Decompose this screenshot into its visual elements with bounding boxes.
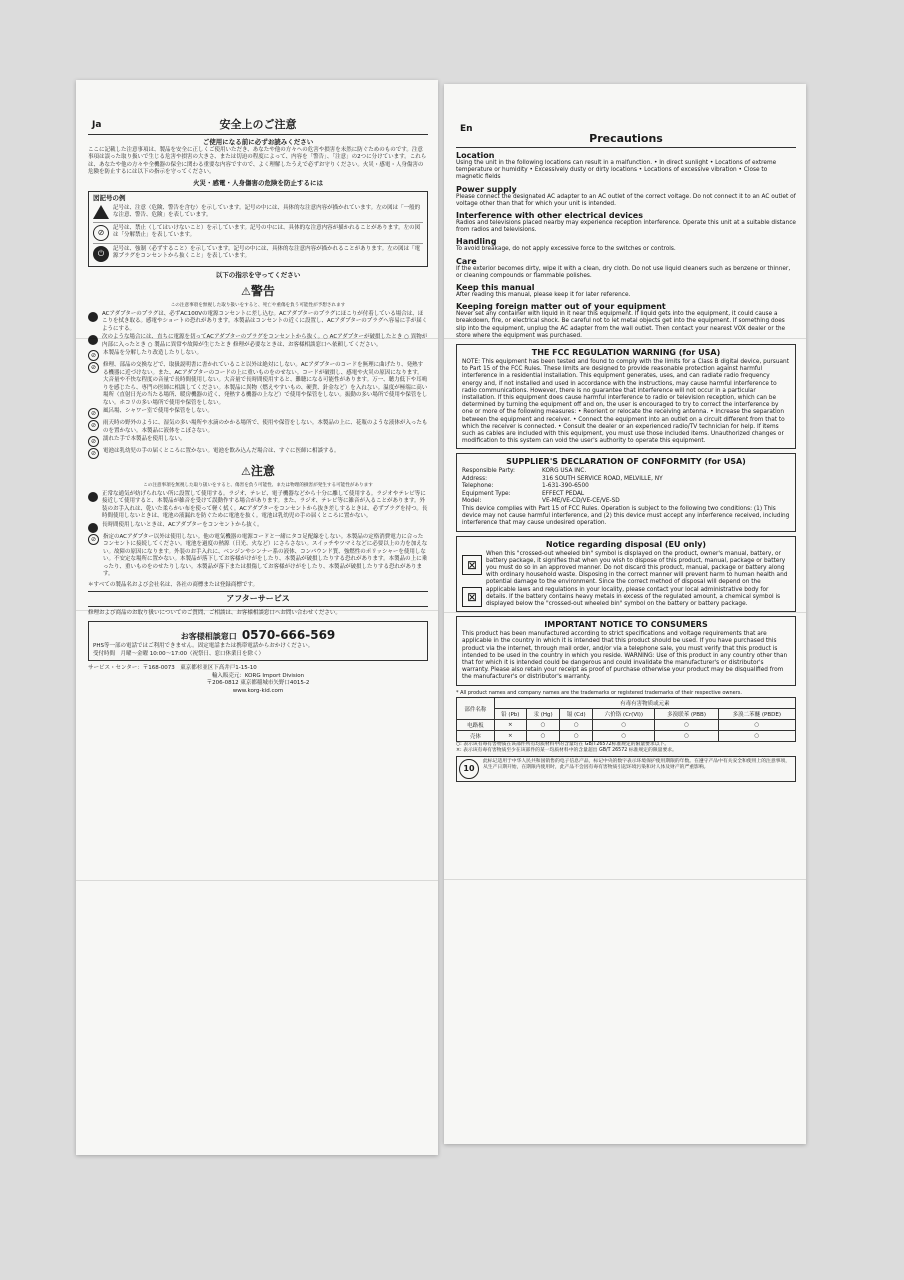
warning-item: ACアダプターのプラグは、必ずAC100Vの電源コンセントに差し込む。ACアダプターのプラグにほこりが付着している場合は、ほこりを拭き取る。感電やショートの恐れがあります。本製品はコンセントの近くに設置し、ACアダプターのプラグへ容易に手が届くようにする。 [102, 310, 428, 332]
eu-text: When this "crossed-out wheeled bin" symbol is displayed on the product, owner's manual, battery, or battery package, it signifies that when you wish to dispose of this product, manual, package or battery you must do so in an approved manner. Do not discard this product, manual, package or battery along with ordinary household waste. Disposing in the correct manner will prevent harm to human health and potential damage to the environment. Since the correct method of disposal will depend on the applicable laws and regulations in your locality, please contact your local administrative body for details. If the battery contains heavy metals in excess of the regulated amount, a chemical symbol is displayed below the "crossed-out wheeled bin" symbol on the battery or battery package. [486, 550, 788, 608]
crossed-bin-icon: ⊠ [462, 587, 482, 607]
section-heading: Keeping foreign matter out of your equipment [456, 302, 666, 312]
warning-item: 電池は乳幼児の手の届くところに置かない。電池を飲み込んだ場合は、すぐに医師に相談する。 [103, 448, 340, 455]
sdoc-key: Address: [462, 475, 488, 482]
warning-item: 本製品を分解したり改造したりしない。 [103, 350, 203, 357]
trademark-note: ＊すべての製品名および会社名は、各社の商標または登録商標です。 [88, 581, 258, 588]
symbol-text: 記号は、禁止（してはいけないこと）を示しています。記号の中には、具体的な注意内容が描かれることがあります。左の図は「分解禁止」を表しています。 [113, 224, 421, 239]
no-bath-icon: ⊘ [88, 408, 99, 419]
no-water-icon: ⊘ [88, 420, 99, 431]
prohibition-icon: ⊘ [88, 362, 99, 373]
table-header: 多溴二苯醚 (PBDE) [718, 709, 795, 720]
section-heading: Care [456, 256, 477, 266]
section-heading: 火災・感電・人身傷害の危険を防止するには [193, 178, 323, 187]
table-cell: ○ [560, 720, 593, 731]
section-text: After reading this manual, please keep it for later reference. [456, 292, 631, 299]
note-x: ×: 表示该有毒有害物质至少在该部件的某一均质材料中的含量超出 GB/T 26572 标准规定的限量要求。 [456, 748, 677, 754]
instruction: 以下の指示を守ってください [215, 270, 301, 279]
intro-text: ここに記載した注意事項は、製品を安全に正しくご使用いただき、あなたや他の方々への危害や損害を未然に防ぐためのものです。注意事項は誤った取り扱いで生じる危害や損害の大きさ、または切迫の程度によって、内容を「警告」、「注意」の2つに分けています。これらは、あなたや他の方々や全機器の保全に関わる重要な内容ですので、よく理解したうえで必ずお守りください。火災・感電・人身傷害の危険を防止するには以下の指示を守ってください。 [88, 146, 427, 176]
caution-title: 注意 [250, 464, 275, 479]
service-center: サービス・センター：〒168-0073 東京都杉並区下高井戸1-15-10 [88, 665, 257, 672]
caution-item: 正常な通気が妨げられない所に設置して使用する。ラジオ、テレビ、電子機器などから十分に離して使用する。ラジオやテレビ等に接近して使用すると、本製品が雑音を受けて誤動作する場合があります。また、ラジオ、テレビ等に雑音が入ることがあります。外装のお手入れは、乾いた柔らかい布を使って軽く拭く。ACアダプターをコンセントから抜き差しするときは、必ずプラグを持つ。長時間使用しないときは、電池の液漏れを防ぐために電池を抜く。電池は乳幼児の手の届くところに置かない。 [102, 490, 428, 520]
sdoc-value: KORG USA INC. [542, 468, 587, 475]
prohibition-icon: ⊘ [88, 534, 99, 545]
no-disassembly-icon: ⊘ [88, 350, 99, 361]
section-heading: Interference with other electrical devices [456, 211, 643, 221]
prohibition-icon: ⊘ [88, 448, 99, 459]
warning-item: 修理、部品の交換などで、取扱説明書に書かれていること以外は絶対にしない。ACアダプターのコードを無理に曲げたり、発熱する機器に近づけない。また、ACアダプターのコードの上に重いものをのせない。コードが破損し、感電や火災の原因になります。大音量や不快な程度の音量で長時間使用しない。大音量で長時間使用すると、難聴になる可能性があります。万一、聴力低下や耳鳴りを感じたら、専門の医師に相談してください。本製品に異物（燃えやすいもの、硬貨、針金など）を入れない。温度が極端に高い場所（直射日光の当たる場所、暖房機器の近く、発熱する機器の上など）で使用や保管をしない。振動の多い場所で使用や保管をしない。ホコリの多い場所で使用や保管をしない。 [103, 362, 428, 406]
epup-logo-icon: 10 [459, 759, 479, 779]
after-service-text: 修理および商品のお取り扱いについてのご質問、ご相談は、お客様相談窓口へお問い合わせください。 [88, 609, 341, 616]
warning-title: 警告 [250, 284, 275, 299]
sdoc-key: Model: [462, 498, 482, 505]
sdoc-value: VE-ME/VE-CD/VE-CE/VE-SD [542, 498, 620, 505]
rohs-table [456, 697, 796, 742]
prohibition-icon: ⊘ [93, 225, 109, 241]
japanese-sheet [76, 80, 438, 1155]
mandatory-plug-icon: ⏻ [93, 246, 109, 262]
unplug-icon [88, 335, 98, 345]
sdoc-row [462, 483, 790, 491]
crossed-bin-icon: ⊠ [462, 555, 482, 575]
table-header: 铅 (Pb) [494, 709, 526, 720]
section-heading: Keep this manual [456, 283, 535, 293]
sdoc-value: 1-631-390-6500 [542, 483, 589, 490]
sdoc-key: Responsible Party: [462, 468, 515, 475]
after-service-title: アフターサービス [226, 594, 290, 604]
table-header: 部件名称 [457, 698, 495, 720]
hours: 受付時間 月曜～金曜 10:00～17:00（祝祭日、窓口休業日を除く） [93, 650, 264, 657]
consumer-title: IMPORTANT NOTICE TO CONSUMERS [544, 620, 708, 630]
table-cell: × [494, 720, 526, 731]
fcc-title: THE FCC REGULATION WARNING (for USA) [531, 348, 721, 358]
table-cell: ○ [655, 720, 718, 731]
website: www.korg-kid.com [232, 687, 284, 694]
english-sheet [444, 84, 806, 1144]
table-cell: × [494, 731, 526, 742]
table-cell: ○ [593, 731, 655, 742]
consumer-text: This product has been manufactured according to strict specifications and voltage requirements that are applicable in the country in which it is intended that this product should be used. If you have purchased this product via the internet, through mail order, and/or via a telephone sale, you must verify that this product is intended to be used in the country in which you reside. WARNING: Use of this product in any country other than that for which it is intended could be dangerous and could invalidate the manufacturer's or distributor's warranty. Please also retain your receipt as proof of purchase otherwise your product may be disqualified from the manufacturer's or distributor's warranty. [462, 631, 788, 681]
table-header: 多溴联苯 (PBB) [655, 709, 718, 720]
importer: 輸入販売元：KORG Import Division [211, 672, 305, 679]
table-row [457, 720, 796, 731]
sdoc-row [462, 498, 790, 506]
sdoc-row [462, 491, 790, 499]
caution-triangle-icon: ⚠ [241, 465, 251, 479]
section-text: If the exterior becomes dirty, wipe it with a clean, dry cloth. Do not use liquid cleaners such as benzene or thinner, or cleaning compounds or flammable polishes. [456, 265, 791, 279]
table-cell: ○ [718, 720, 795, 731]
page-title: Precautions [589, 132, 663, 145]
epup-text: 此标记适用于中华人民共和国销售的电子信息产品，标记中央的数字表示环境保护使用期限的年数。在遵守产品中有关安全和使用上的注意事项，从生产日期开始，在期限内使用时，此产品不会因有毒有害物质引起环境污染和对人体及财产的严重影响。 [483, 759, 791, 771]
caution-item: 指定のACアダプター以外は使用しない。他の電気機器の電源コードと一緒にタコ足配線をしない。本製品の定格消費電力に合ったコンセントに接続してください。電池を過度の熱源（日光、火など）にさらさない。スイッチやツマミなどに必要以上の力を加えない。故障の原因になります。外装のお手入れに、ベンジンやシンナー系の液体、コンパウンド質、強燃性のポリッシャーを使用しない。不安定な場所に置かない。本製品が落下してお客様がけがをしたり、本製品が破損したりする恐れがあります。本製品の上に乗ったり、重いものをのせたりしない。本製品が落下または損傷してお客様がけがをしたり、本製品が破損したりする恐れがあります。 [103, 533, 428, 578]
table-cell: 壳体 [457, 731, 495, 742]
warning-note: この注意事項を無視した取り扱いをすると、死亡や重傷を負う可能性が予想されます [170, 303, 346, 309]
warning-item: 次のような場合には、直ちに電源を切ってACアダプターのプラグをコンセントから抜く。○ ACアダプターが破損したとき ○ 異物が内部に入ったとき ○ 製品に異常や故障が生じたとき 修理が必要なときは、お客様相談窓口へ依頼してください。 [102, 334, 428, 348]
sdoc-value: 316 SOUTH SERVICE ROAD, MELVILLE, NY [542, 475, 663, 482]
section-text: Please connect the designated AC adapter to an AC outlet of the correct voltage. Do not connect it to an AC outlet of voltage other than that for which your unit is intended. [456, 193, 796, 207]
table-cell: 电路板 [457, 720, 495, 731]
table-cell: ○ [526, 720, 559, 731]
table-cell: ○ [593, 720, 655, 731]
symbols-heading: 図記号の例 [93, 194, 126, 203]
fcc-text: NOTE: This equipment has been tested and found to comply with the limits for a Class B digital device, pursuant to Part 15 of the FCC Rules. These limits are designed to provide reasonable protection against harmful interference in a residential installation. This equipment generates, uses, and can radiate radio frequency energy and, if not installed and used in accordance with the instructions, may cause harmful interference to radio communications. However, there is no guarantee that interference will not occur in a particular installation. If this equipment does cause harmful interference to radio or television reception, which can be determined by turning the equipment off and on, the user is encouraged to try to correct the interference by one or more of the following measures: • Reorient or relocate the receiving antenna. • Increase the separation between the equipment and receiver. • Connect the equipment into an outlet on a circuit different from that to which the receiver is connected. • Consult the dealer or an experienced radio/TV technician for help. If items such as cables are included with this equipment, you must use those included items. Unauthorized changes or modification to this system can void the user's authority to operate this equipment. [462, 359, 790, 445]
sdoc-value: EFFECT PEDAL [542, 490, 585, 497]
caution-triangle-icon [93, 205, 109, 219]
phone-number: 0570-666-569 [241, 628, 336, 643]
sdoc-key: Telephone: [462, 483, 494, 490]
table-header: 六价铬 (Cr(VI)) [593, 709, 655, 720]
lang-label: En [460, 124, 473, 134]
table-cell: ○ [526, 731, 559, 742]
lang-label: Ja [92, 120, 102, 130]
trademark-note: * All product names and company names are the trademarks or registered trademarks of their respective owners. [456, 689, 742, 696]
importer-address: 〒206-0812 東京都稲城市矢野口4015-2 [206, 680, 310, 687]
section-text: To avoid breakage, do not apply excessive force to the switches or controls. [456, 246, 676, 253]
table-cell: ○ [655, 731, 718, 742]
subtitle: ご使用になる前に必ずお読みください [202, 138, 314, 146]
unplug-icon [88, 523, 98, 533]
mandatory-icon [88, 312, 98, 322]
sdoc-text: This device complies with Part 15 of FCC Rules. Operation is subject to the following two conditions: (1) This device may not cause harmful interference, and (2) this device must accept any interference received, including interference that may cause undesired operation. [462, 505, 790, 527]
caution-note: この注意事項を無視した取り扱いをすると、傷害を負う可能性、または物理的損害が発生する可能性があります [143, 483, 373, 489]
sdoc-row [462, 476, 790, 484]
section-text: Never set any container with liquid in it near this equipment. If liquid gets into the equipment, it could cause a breakdown, fire, or electrical shock. Be careful not to let metal objects get into the equipment. If something does slip into the equipment, unplug the AC adapter from the wall outlet. Then contact your nearest VOX dealer or the store where the equipment was purchased. [456, 311, 786, 339]
symbol-text: 記号は、強制（必ずすること）を示しています。記号の中には、具体的な注意内容が描かれることがあります。左の図は「電源プラグをコンセントから抜くこと」を表しています。 [113, 245, 421, 260]
no-wet-hands-icon: ⊘ [88, 436, 99, 447]
warning-item: 雨天時の野外のように、湿気の多い場所や水滴のかかる場所で、使用や保管をしない。本製品の上に、花瓶のような液体が入ったものを置かない。本製品に液体をこぼさない。 [103, 420, 428, 434]
page-title: 安全上のご注意 [219, 118, 297, 131]
sdoc-row [462, 468, 790, 476]
table-cell: ○ [560, 731, 593, 742]
section-text: Using the unit in the following locations can result in a malfunction. • In direct sunlight • Locations of extreme temperature or humidity • Excessively dusty or dirty locations • Locations of excessive vibration • Close to magnetic fields [456, 160, 777, 181]
caution-item: 長時間使用しないときは、ACアダプターをコンセントから抜く。 [102, 521, 263, 528]
section-heading: Handling [456, 237, 497, 247]
table-header: 镉 (Cd) [560, 709, 593, 720]
section-text: Radios and televisions placed nearby may experience reception interference. Operate this unit at a suitable distance from radios and televisions. [456, 220, 796, 234]
table-cell: ○ [718, 731, 795, 742]
mandatory-icon [88, 492, 98, 502]
table-caption: 有毒有害物质或元素 [494, 698, 795, 709]
note-o: ○: 表示该有毒有害物质在该部件所有均质材料中的含量均在 GB/T26572标准规定的限量要求以下。 [456, 742, 670, 748]
warning-item: 濡れた手で本製品を使用しない。 [103, 436, 186, 443]
support-label: お客様相談窓口 [180, 632, 237, 642]
table-row [457, 731, 796, 742]
symbol-text: 記号は、注意（危険、警告を含む）を示しています。記号の中には、具体的な注意内容が描かれています。左の図は「一般的な注意、警告、危険」を表しています。 [113, 204, 421, 219]
section-heading: Power supply [456, 184, 517, 194]
table-header: 汞 (Hg) [526, 709, 559, 720]
warning-item: 風呂場、シャワー室で使用や保管をしない。 [103, 408, 213, 415]
eu-title: Notice regarding disposal (EU only) [545, 539, 707, 549]
warning-triangle-icon: ⚠ [241, 285, 251, 299]
phs-note: PHS等一部の電話ではご利用できません。固定電話または携帯電話からおかけください。 [93, 643, 314, 650]
sdoc-title: SUPPLIER'S DECLARATION OF CONFORMITY (for USA) [506, 457, 746, 467]
sdoc-key: Equipment Type: [462, 490, 511, 497]
section-heading: Location [456, 151, 495, 160]
